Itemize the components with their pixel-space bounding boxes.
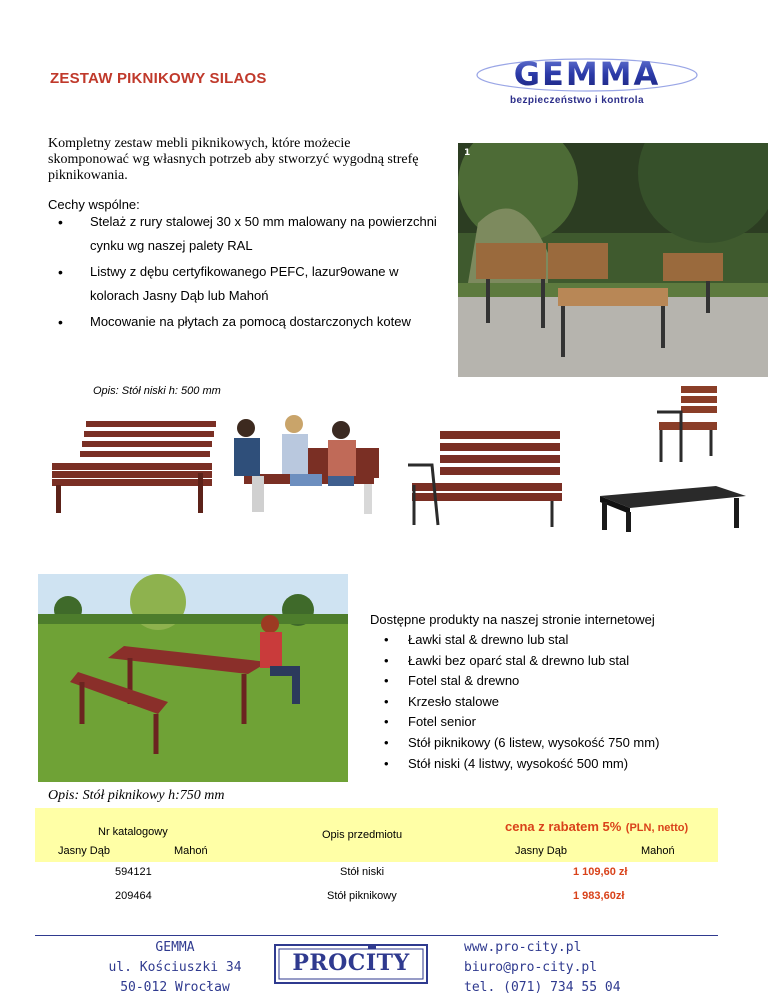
- footer-phone: tel. (071) 734 55 04: [464, 980, 621, 995]
- row-description: Stół niski: [340, 866, 385, 878]
- page-title: ZESTAW PIKNIKOWY SILAOS: [50, 70, 267, 87]
- row-catalog: 594121: [115, 866, 152, 878]
- people-bench-photo: [224, 410, 384, 520]
- row-description: Stół piknikowy: [327, 890, 397, 902]
- bench-photo: [48, 413, 218, 517]
- price-header-title: cena z rabatem 5%: [505, 819, 622, 834]
- footer-address: [95, 938, 255, 998]
- caption-picnic-table: Opis: Stół piknikowy h:750 mm: [48, 788, 225, 803]
- features-list: [48, 210, 448, 336]
- available-item: • Fotel senior: [370, 712, 659, 733]
- feature-item: • Stelaż z rury stalowej 30 x 50 mm malowany na powierzchni cynku wg naszej palety RAL: [48, 210, 448, 258]
- footer-company: GEMMA: [155, 940, 195, 955]
- catalog-header: Nr katalogowy: [98, 826, 168, 838]
- available-item: • Stół niski (4 listwy, wysokość 500 mm): [370, 754, 659, 775]
- feature-item: • Listwy z dębu certyfikowanego PEFC, lazur9owane w kolorach Jasny Dąb lub Mahoń: [48, 260, 448, 308]
- picnic-photo: [38, 574, 348, 782]
- footer-city: 50-012 Wrocław: [120, 980, 230, 995]
- footer-website-link[interactable]: www.pro-city.pl: [464, 940, 582, 955]
- procity-wordmark: PROCITY: [292, 950, 410, 976]
- features-title: Cechy wspólne:: [48, 197, 140, 212]
- available-title: Dostępne produkty na naszej stronie internetowej: [370, 612, 655, 627]
- price-header-unit: (PLN, netto): [625, 822, 689, 834]
- main-photo: [458, 143, 768, 377]
- feature-item: • Mocowanie na płytach za pomocą dostarczonych kotew: [48, 310, 448, 334]
- row-price: 1 109,60 zł: [573, 866, 628, 878]
- row-price: 1 983,60zł: [573, 890, 625, 902]
- available-item: • Ławki stal & drewno lub stal: [370, 630, 659, 651]
- available-item: • Ławki bez oparć stal & drewno lub stal: [370, 651, 659, 672]
- available-list: [370, 630, 659, 774]
- footer-divider: [35, 935, 718, 936]
- armchair-photo: [651, 382, 721, 464]
- footer-email-link[interactable]: biuro@pro-city.pl: [464, 960, 598, 975]
- price-mahogany-header: Mahoń: [641, 845, 675, 857]
- footer-street: ul. Kościuszki 34: [108, 960, 242, 975]
- price-oak-header: Jasny Dąb: [515, 845, 567, 857]
- bench-armrest-photo: [402, 425, 568, 531]
- price-header: [505, 818, 688, 836]
- logo-wordmark: GEMMA: [513, 55, 661, 93]
- catalog-oak-header: Jasny Dąb: [58, 845, 110, 857]
- available-item: • Fotel stal & drewno: [370, 671, 659, 692]
- caption-low-table: Opis: Stół niski h: 500 mm: [93, 385, 221, 397]
- available-item: • Stół piknikowy (6 listew, wysokość 750 mm): [370, 733, 659, 754]
- intro-text: Kompletny zestaw mebli piknikowych, które możecie skomponować wg własnych potrzeb aby stworzyć wygodną strefę piknikowania.: [48, 136, 419, 183]
- catalog-mahogany-header: Mahoń: [174, 845, 208, 857]
- footer-contact: [464, 938, 621, 998]
- description-header: Opis przedmiotu: [322, 829, 403, 841]
- logo-tagline: bezpieczeństwo i kontrola: [510, 95, 644, 106]
- steel-bench-photo: [596, 478, 748, 536]
- available-item: • Krzesło stalowe: [370, 692, 659, 713]
- photo-badge: 1: [464, 148, 471, 158]
- row-catalog: 209464: [115, 890, 152, 902]
